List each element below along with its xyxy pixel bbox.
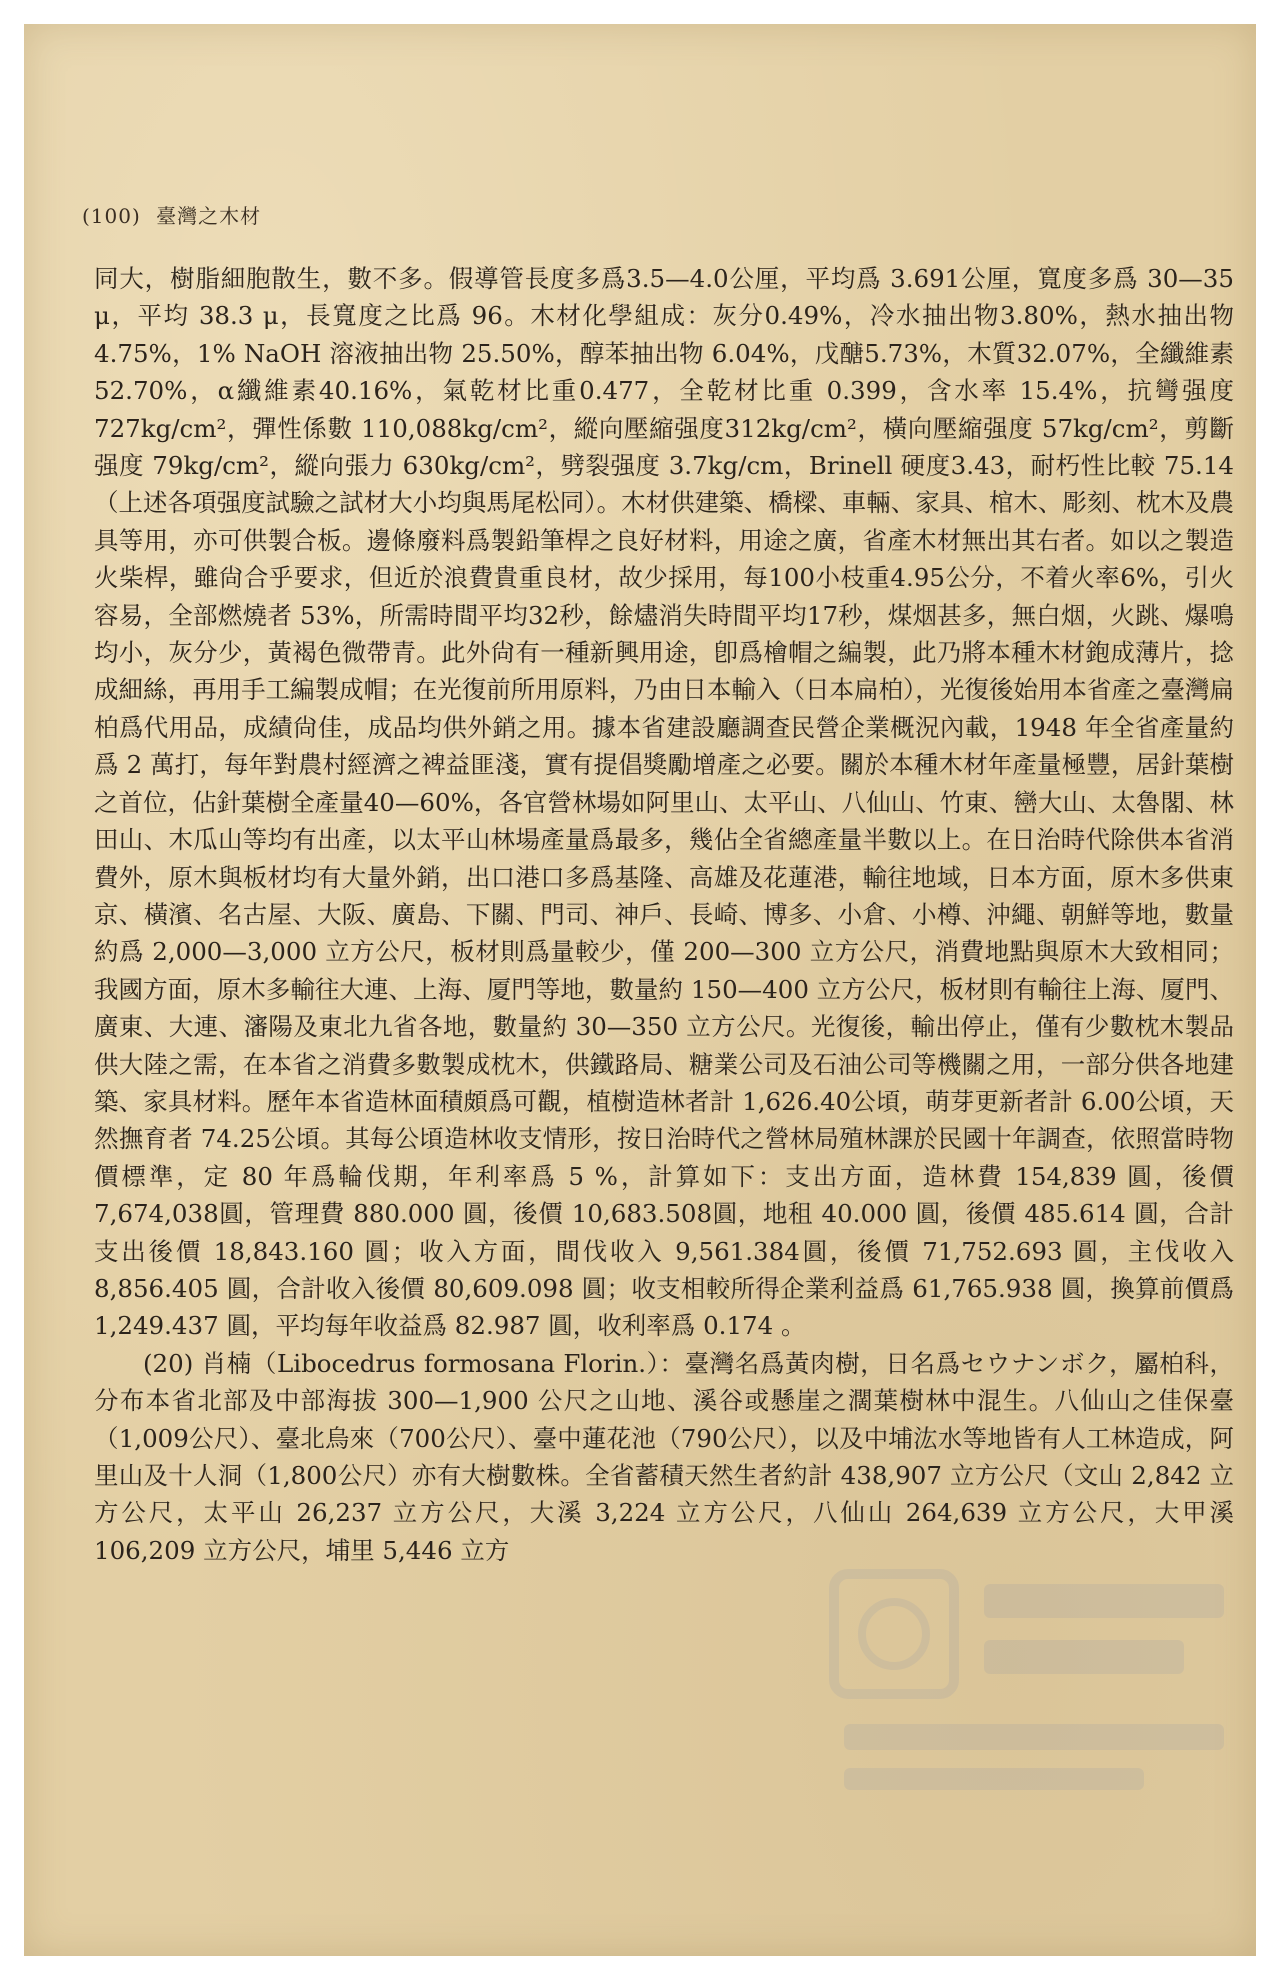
paragraph-entry-20: (20) 肖楠（Libocedrus formosana Florin.）：臺灣名爲黃肉樹，日名爲セウナンボク，屬柏科，分布本省北部及中部海拔 300—1,900 公尺之山地、溪谷或懸崖之濶葉樹林中混生。八仙山之佳保臺（1,009公尺）、臺北烏來（700公尺）、臺中蓮花池（790公尺），以及中埔汯水等地皆有人工林造成，阿里山及十人洞（1,800公尺）亦有大樹數株。全省蓄積天然生者約計 438,907 立方公尺（文山 2,842 立方公尺，太平山 26,237 立方公尺，大溪 3,224 立方公尺，八仙山 264,639 立方公尺，大甲溪 106,209 立方公尺，埔里 5,446 立方 [94, 1348, 1234, 1565]
book-title: 臺灣之木材 [156, 204, 262, 228]
page-number: (100) [82, 204, 141, 228]
running-header [82, 200, 261, 229]
book-page [24, 24, 1256, 1956]
page-body-text [94, 260, 1234, 1569]
paragraph-continued: 同大，樹脂細胞散生，數不多。假導管長度多爲3.5—4.0公厘，平均爲 3.691公厘，寬度多爲 30—35 μ，平均 38.3 μ，長寬度之比爲 96。木材化學組成：灰分0.49%，冷水抽出物3.80%，熱水抽出物 4.75%，1% NaOH 溶液抽出物 25.50%，醇苯抽出物 6.04%，戊醣5.73%，木質32.07%，全纖維素52.70%，α纖維素40.16%，氣乾材比重0.477，全乾材比重 0.399，含水率 15.4%，抗彎强度 727kg/cm²，彈性係數 110,088kg/cm²，縱向壓縮强度312kg/cm²，橫向壓縮强度 57kg/cm²，剪斷强度 79kg/cm²，縱向張力 630kg/cm²，劈裂强度 3.7kg/cm，Brinell 硬度3.43，耐朽性比較 75.14（上述各項强度試驗之試材大小均與馬尾松同）。木材供建築、橋樑、車輛、家具、棺木、彫刻、枕木及農具等用，亦可供製合板。邊條廢料爲製鉛筆桿之良好材料，用途之廣，省產木材無出其右者。如以之製造火柴桿，雖尙合乎要求，但近於浪費貴重良材，故少採用，每100小枝重4.95公分，不着火率6%，引火容易，全部燃燒者 53%，所需時間平均32秒，餘燼消失時間平均17秒，煤烟甚多，無白烟，火跳、爆鳴均小，灰分少，黃褐色微帶青。此外尙有一種新興用途，卽爲檜帽之編製，此乃將本種木材鉋成薄片，捻成細絲，再用手工編製成帽；在光復前所用原料，乃由日本輸入（日本扁柏），光復後始用本省產之臺灣扁柏爲代用品，成績尙佳，成品均供外銷之用。據本省建設廳調查民營企業概況內載，1948 年全省產量約爲 2 萬打，每年對農村經濟之裨益匪淺，實有提倡獎勵增產之必要。關於本種木材年產量極豐，居針葉樹之首位，佔針葉樹全產量40—60%，各官營林場如阿里山、太平山、八仙山、竹東、巒大山、太魯閣、林田山、木瓜山等均有出產，以太平山林場產量爲最多，幾佔全省總產量半數以上。在日治時代除供本省消費外，原木與板材均有大量外銷，出口港口多爲基隆、高雄及花蓮港，輸往地域，日本方面，原木多供東京、橫濱、名古屋、大阪、廣島、下關、門司、神戶、長崎、博多、小倉、小樽、沖繩、朝鮮等地，數量約爲 2,000—3,000 立方公尺，板材則爲量較少，僅 200—300 立方公尺，消費地點與原木大致相同；我國方面，原木多輸往大連、上海、厦門等地，數量約 150—400 立方公尺，板材則有輸往上海、厦門、廣東、大連、瀋陽及東北九省各地，數量約 30—350 立方公尺。光復後，輸出停止，僅有少數枕木製品供大陸之需，在本省之消費多數製成枕木，供鐵路局、糖業公司及石油公司等機關之用，一部分供各地建築、家具材料。歷年本省造林面積頗爲可觀，植樹造林者計 1,626.40公頃，萌芽更新者計 6.00公頃，天然撫育者 74.25公頃。其每公頃造林收支情形，按日治時代之營林局殖林課於民國十年調查，依照當時物價標準，定 80 年爲輪伐期，年利率爲 5 %，計算如下：支出方面，造林費 154,839 圓，後價7,674,038圓，管理費 880.000 圓，後價 10,683.508圓，地租 40.000 圓，後價 485.614 圓，合計支出後價 18,843.160 圓；收入方面，間伐收入 9,561.384圓，後價 71,752.693 圓，主伐收入 8,856.405 圓，合計收入後價 80,609.098 圓；收支相較所得企業利益爲 61,765.938 圓，換算前價爲 1,249.437 圓，平均每年收益爲 82.987 圓，收利率爲 0.174 。 [94, 264, 1234, 1341]
archive-stamp-icon [824, 1554, 1244, 1814]
